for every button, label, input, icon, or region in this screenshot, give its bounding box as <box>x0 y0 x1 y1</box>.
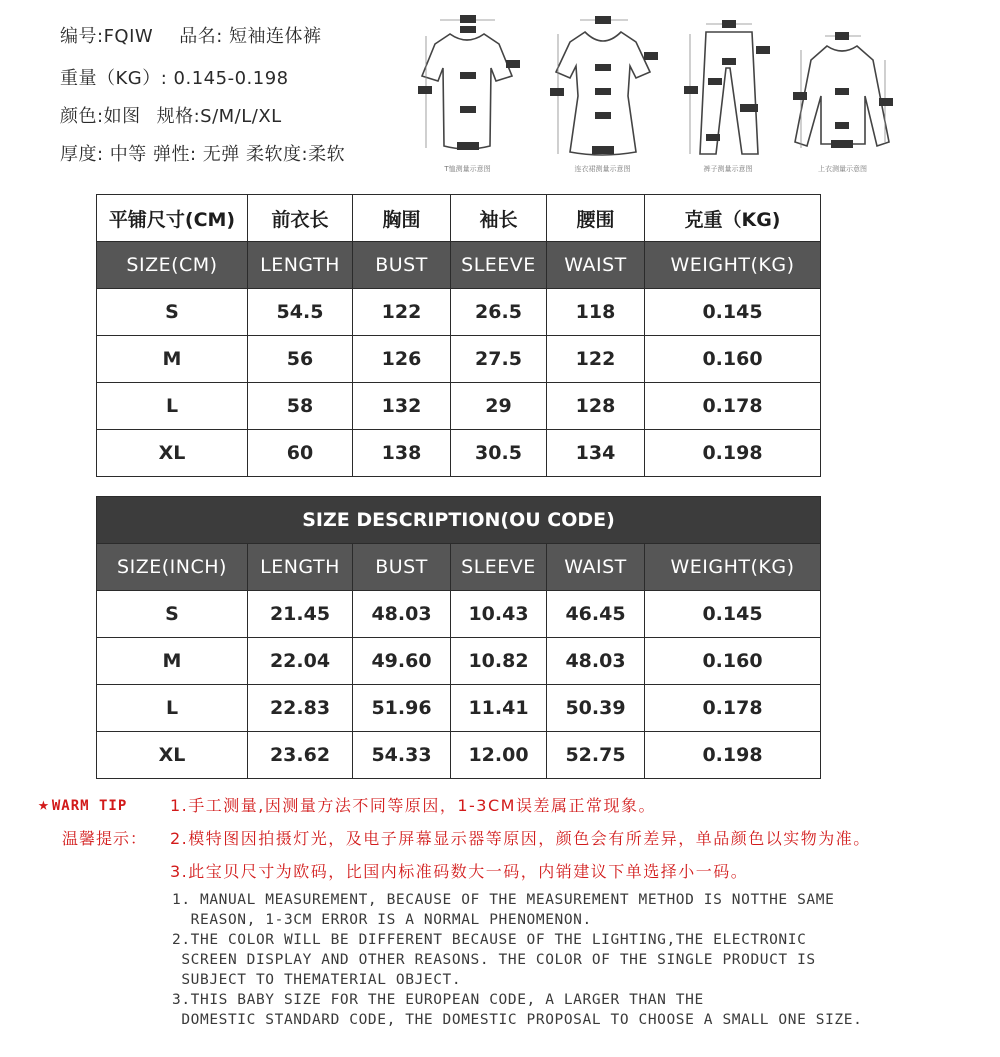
jacket-diagram <box>785 6 900 176</box>
size-cell: XL <box>97 430 248 477</box>
header-cell: 胸围 <box>353 195 451 242</box>
pants-diagram-icon <box>678 6 778 161</box>
table-row <box>97 289 821 336</box>
tip-en-line: 3.THIS BABY SIZE FOR THE EUROPEAN CODE, A LARGER THAN THE <box>172 992 704 1008</box>
table-title: SIZE DESCRIPTION(OU CODE) <box>97 497 821 544</box>
header-cell: WAIST <box>547 544 645 591</box>
tip-en-line: 1. MANUAL MEASUREMENT, BECAUSE OF THE MEASUREMENT METHOD IS NOTTHE SAME <box>172 892 835 908</box>
size-table-inch <box>96 496 821 779</box>
sleeve-cell: 30.5 <box>451 430 547 477</box>
tip-en-line: 2.THE COLOR WILL BE DIFFERENT BECAUSE OF THE LIGHTING,THE ELECTRONIC <box>172 932 807 948</box>
length-cell: 21.45 <box>248 591 353 638</box>
sleeve-cell: 29 <box>451 383 547 430</box>
sleeve-cell: 12.00 <box>451 732 547 779</box>
header-cell: SLEEVE <box>451 544 547 591</box>
bust-cell: 49.60 <box>353 638 451 685</box>
header-cell: WEIGHT(KG) <box>645 544 821 591</box>
header-cell: LENGTH <box>248 242 353 289</box>
table-row <box>97 383 821 430</box>
table-row <box>97 591 821 638</box>
length-cell: 54.5 <box>248 289 353 336</box>
tip-en-line: DOMESTIC STANDARD CODE, THE DOMESTIC PROPOSAL TO CHOOSE A SMALL ONE SIZE. <box>172 1012 863 1028</box>
length-cell: 60 <box>248 430 353 477</box>
waist-cell: 50.39 <box>547 685 645 732</box>
dress-diagram-icon <box>540 6 665 161</box>
header-cell: WAIST <box>547 242 645 289</box>
header-cell: SLEEVE <box>451 242 547 289</box>
warm-tip-text: WARM TIP <box>51 798 128 814</box>
header-cell: WEIGHT(KG) <box>645 242 821 289</box>
sleeve-cell: 11.41 <box>451 685 547 732</box>
tip-en-line: SCREEN DISPLAY AND OTHER REASONS. THE COLOR OF THE SINGLE PRODUCT IS <box>172 952 816 968</box>
warm-tip-label <box>38 794 127 815</box>
weight-cell: 0.178 <box>645 685 821 732</box>
table-title-row <box>97 497 821 544</box>
bust-cell: 51.96 <box>353 685 451 732</box>
waist-cell: 134 <box>547 430 645 477</box>
header-cell: 袖长 <box>451 195 547 242</box>
product-color: 颜色:如图 <box>60 106 141 127</box>
product-code: 编号:FQIW <box>60 26 154 47</box>
tip-cn-1: 1.手工测量,因测量方法不同等原因，1-3CM误差属正常现象。 <box>170 796 656 815</box>
bust-cell: 132 <box>353 383 451 430</box>
info-line-code-name <box>60 22 322 48</box>
bust-cell: 54.33 <box>353 732 451 779</box>
weight-cell: 0.198 <box>645 732 821 779</box>
length-cell: 22.04 <box>248 638 353 685</box>
info-line-fabric <box>60 140 345 166</box>
warm-tip-label-cn: 温馨提示： <box>62 829 148 848</box>
diagram-caption: 上衣测量示意图 <box>818 165 867 173</box>
size-table-cm <box>96 194 821 477</box>
table-header-en <box>97 242 821 289</box>
bust-cell: 122 <box>353 289 451 336</box>
length-cell: 56 <box>248 336 353 383</box>
tip-en-line: SUBJECT TO THEMATERIAL OBJECT. <box>172 972 462 988</box>
diagram-caption: 裤子测量示意图 <box>703 165 753 173</box>
jacket-diagram-icon <box>785 6 900 161</box>
waist-cell: 128 <box>547 383 645 430</box>
table-row <box>97 336 821 383</box>
diagram-caption: T恤测量示意图 <box>444 165 491 173</box>
product-name: 品名: 短袖连体裤 <box>179 26 322 47</box>
tip-cn-2: 2.模特图因拍摄灯光，及电子屏幕显示器等原因，颜色会有所差异，单品颜色以实物为准。 <box>170 829 871 848</box>
header-cell: BUST <box>353 544 451 591</box>
waist-cell: 52.75 <box>547 732 645 779</box>
info-line-color-spec <box>60 102 282 128</box>
weight-cell: 0.160 <box>645 336 821 383</box>
tip-cn-3: 3.此宝贝尺寸为欧码，比国内标准码数大一码，内销建议下单选择小一码。 <box>170 862 749 881</box>
length-cell: 22.83 <box>248 685 353 732</box>
header-cell: SIZE(CM) <box>97 242 248 289</box>
table-row <box>97 638 821 685</box>
header-cell: 克重（KG) <box>645 195 821 242</box>
info-line-weight <box>60 64 289 90</box>
sleeve-cell: 27.5 <box>451 336 547 383</box>
size-cell: L <box>97 383 248 430</box>
weight-cell: 0.198 <box>645 430 821 477</box>
table-header-en <box>97 544 821 591</box>
star-icon: ★ <box>38 794 50 815</box>
bust-cell: 138 <box>353 430 451 477</box>
header-cell: SIZE(INCH) <box>97 544 248 591</box>
header-cell: BUST <box>353 242 451 289</box>
tips-english <box>172 890 862 1030</box>
waist-cell: 46.45 <box>547 591 645 638</box>
product-weight: 重量（KG）: 0.145-0.198 <box>60 68 289 89</box>
table-row <box>97 685 821 732</box>
size-cell: S <box>97 591 248 638</box>
sleeve-cell: 26.5 <box>451 289 547 336</box>
measurement-diagrams <box>410 6 900 176</box>
pants-diagram <box>678 6 778 176</box>
product-spec: 规格:S/M/L/XL <box>156 106 282 127</box>
tip-en-line: REASON, 1-3CM ERROR IS A NORMAL PHENOMENON. <box>172 912 592 928</box>
size-cell: XL <box>97 732 248 779</box>
product-fabric: 厚度: 中等 弹性: 无弹 柔软度:柔软 <box>60 144 346 165</box>
size-cell: S <box>97 289 248 336</box>
waist-cell: 122 <box>547 336 645 383</box>
table-header-cn <box>97 195 821 242</box>
bust-cell: 126 <box>353 336 451 383</box>
header-cell: 腰围 <box>547 195 645 242</box>
table-row <box>97 430 821 477</box>
waist-cell: 48.03 <box>547 638 645 685</box>
tshirt-diagram-icon <box>410 6 525 161</box>
weight-cell: 0.160 <box>645 638 821 685</box>
tshirt-diagram <box>410 6 525 176</box>
size-cell: M <box>97 638 248 685</box>
header-cell: 前衣长 <box>248 195 353 242</box>
bust-cell: 48.03 <box>353 591 451 638</box>
weight-cell: 0.145 <box>645 289 821 336</box>
diagram-caption: 连衣裙测量示意图 <box>574 165 631 173</box>
header-cell: LENGTH <box>248 544 353 591</box>
length-cell: 58 <box>248 383 353 430</box>
weight-cell: 0.178 <box>645 383 821 430</box>
waist-cell: 118 <box>547 289 645 336</box>
table-row <box>97 732 821 779</box>
sleeve-cell: 10.82 <box>451 638 547 685</box>
header-cell: 平铺尺寸(CM) <box>97 195 248 242</box>
size-cell: M <box>97 336 248 383</box>
dress-diagram <box>540 6 665 176</box>
weight-cell: 0.145 <box>645 591 821 638</box>
sleeve-cell: 10.43 <box>451 591 547 638</box>
length-cell: 23.62 <box>248 732 353 779</box>
size-cell: L <box>97 685 248 732</box>
